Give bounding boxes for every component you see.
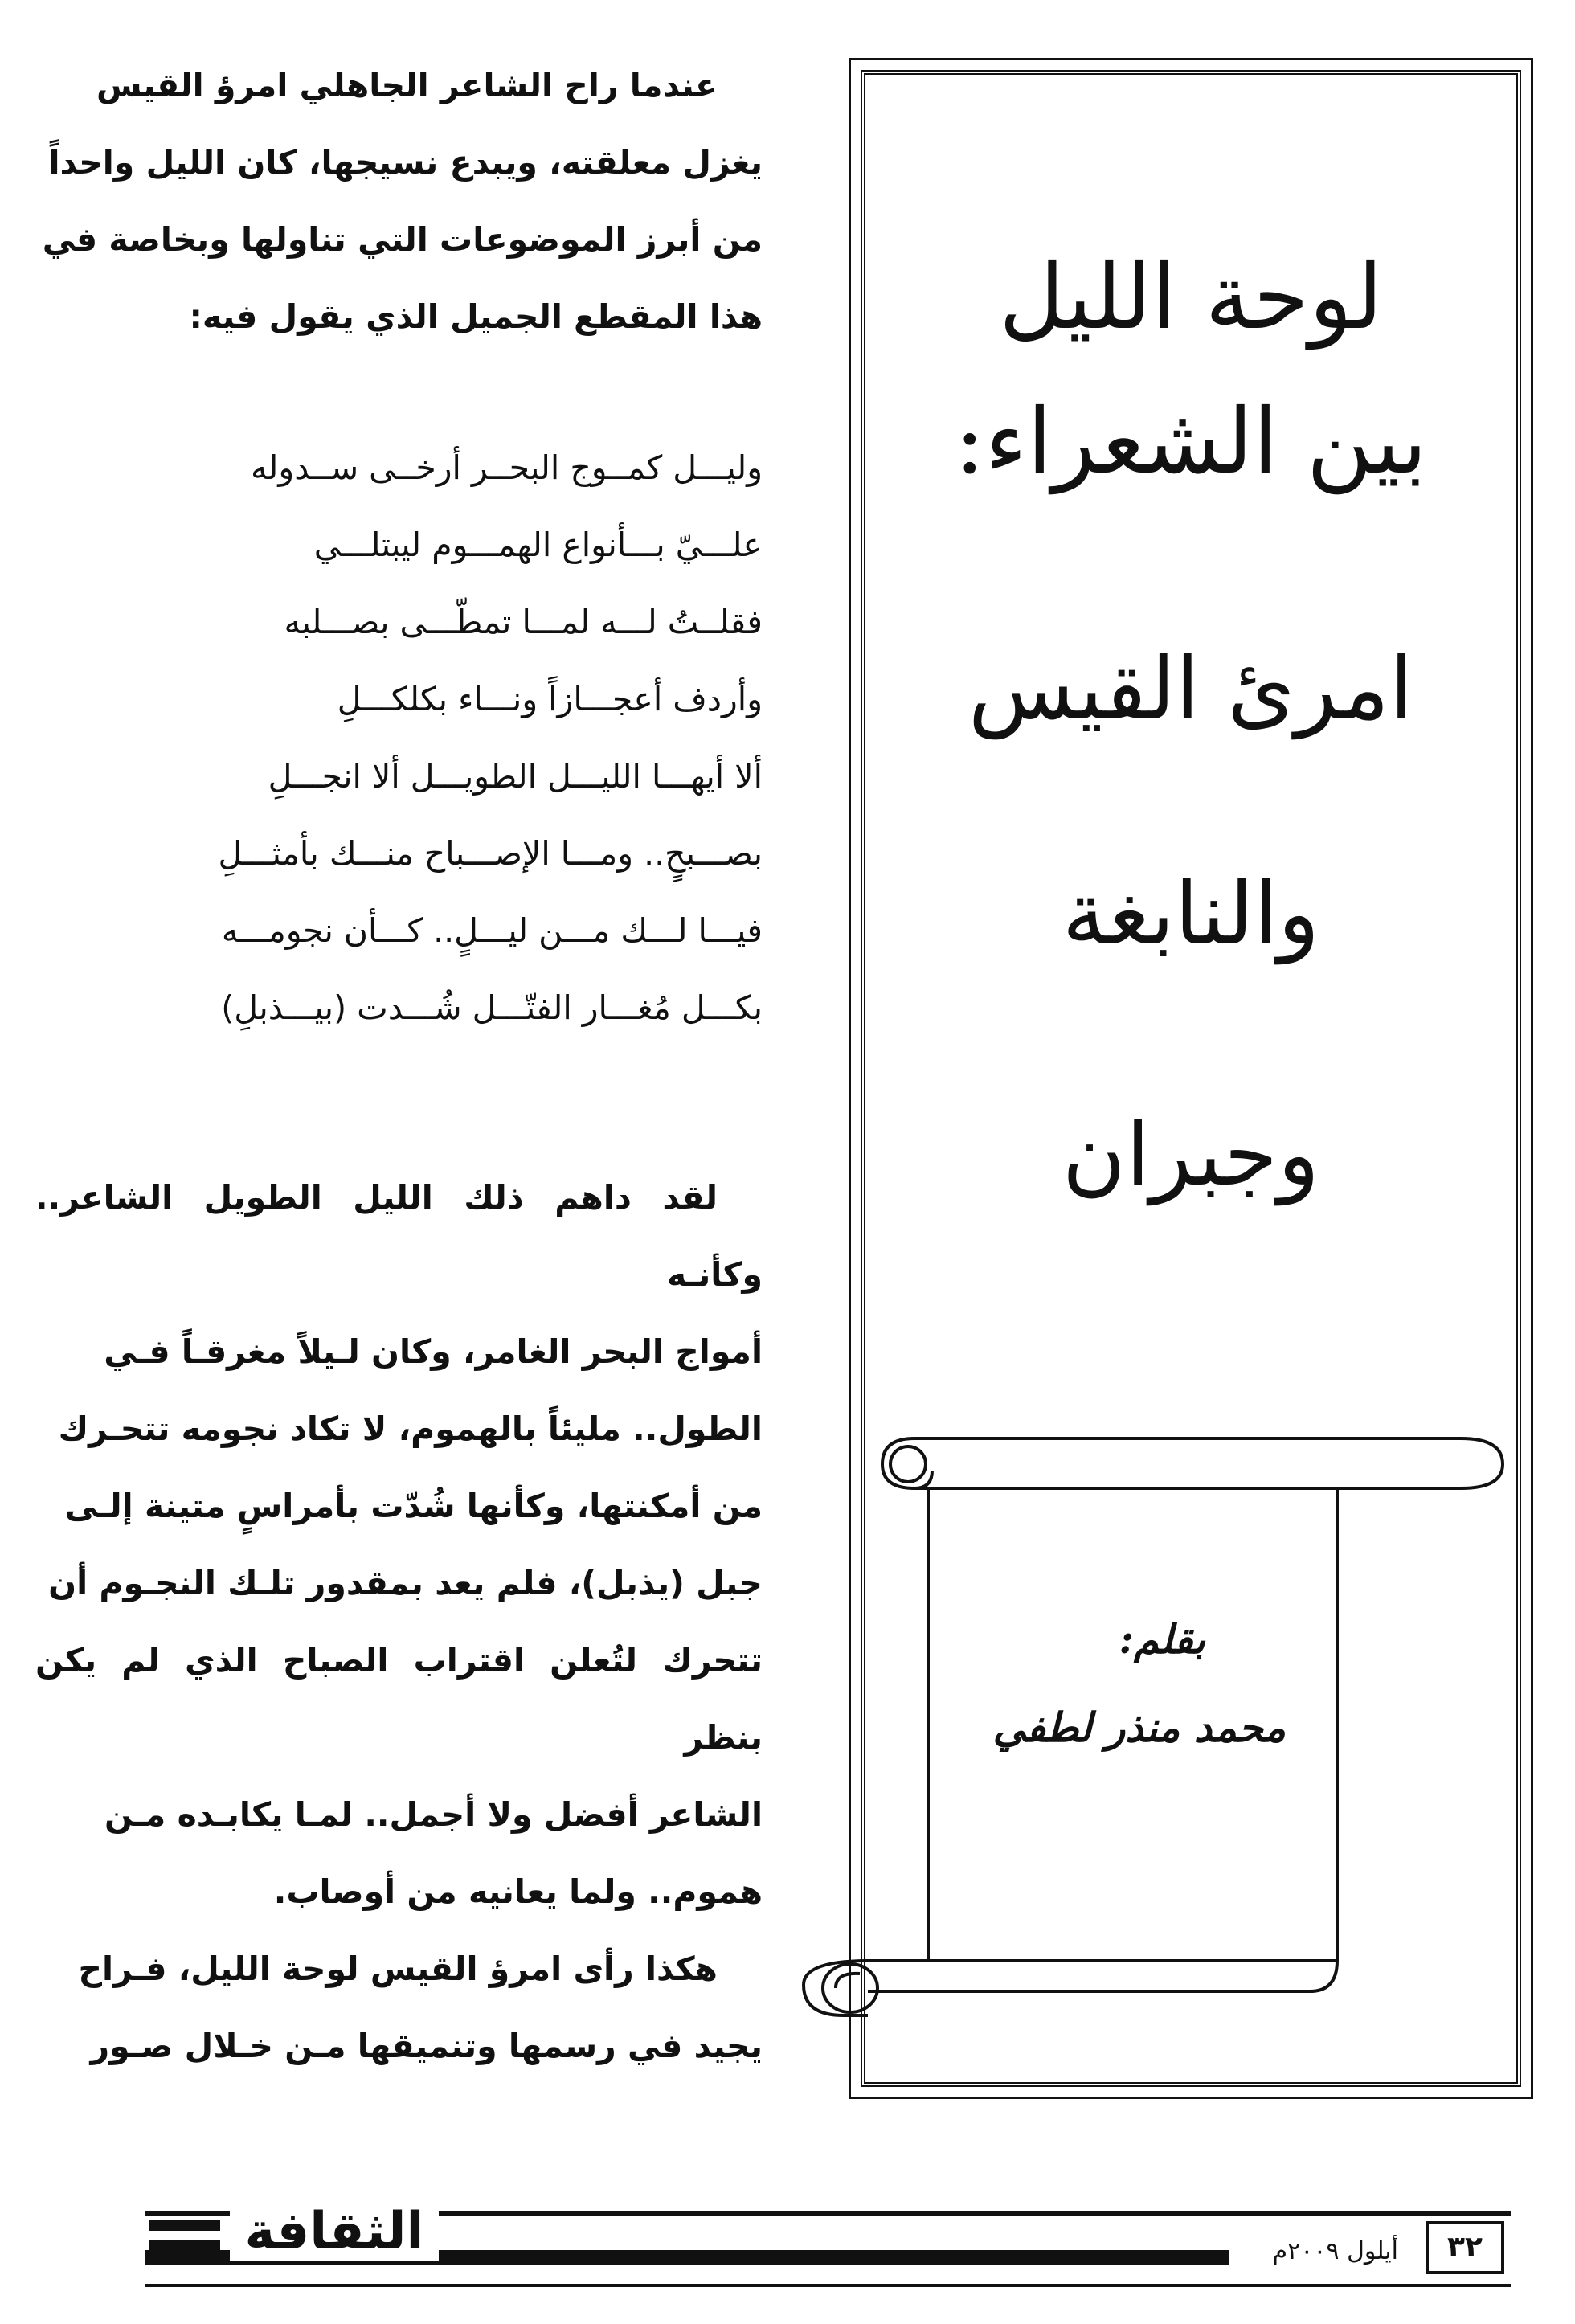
verse-line: بصـــبحٍ.. ومـــا الإصـــباح منـــك بأمثـــلِ xyxy=(218,834,763,873)
text-line: هذا المقطع الجميل الذي يقول فيه: xyxy=(189,297,763,336)
text-line: الطول.. مليئاً بالهموم، لا تكاد نجومه تتحـرك xyxy=(58,1410,763,1448)
article-title-line1: لوحة الليل xyxy=(999,245,1383,350)
issue-date: أيلول ٢٠٠٩م xyxy=(1238,2237,1398,2265)
text-line: الشاعر أفضل ولا أجمل.. لمـا يكابـده مـن xyxy=(104,1795,763,1834)
verse-line: فيـــا لـــك مـــن ليـــلٍ.. كـــأن نجومـــه xyxy=(221,911,763,950)
text-line: عندما راح الشاعر الجاهلي امرؤ القيس xyxy=(96,66,718,104)
verse-line: وليـــل كمــوج البحــر أرخــى ســدوله xyxy=(250,448,763,487)
magazine-logo: الثقافة xyxy=(230,2202,439,2261)
poet-name-2: والنابغة xyxy=(1062,864,1320,964)
text-line: هكذا رأى امرؤ القيس لوحة الليل، فـراح xyxy=(78,1950,718,1988)
text-line: من أمكنتها، وكأنها شُدّت بأمراسٍ متينة إلـى xyxy=(64,1487,763,1525)
text-line: أمواج البحر الغامر، وكان لـيلاً مغرقـاً فـي xyxy=(104,1332,763,1371)
verse-line: وأردف أعجـــازاً ونـــاء بكلكـــلِ xyxy=(337,680,763,718)
text-line: يغزل معلقته، ويبدع نسيجها، كان الليل واحداً xyxy=(48,143,763,182)
text-line: لقد داهم ذلك الليل الطويل الشاعر.. وكأنـه xyxy=(35,1178,763,1294)
article-title-line2: بين الشعراء: xyxy=(954,390,1428,494)
text-line: يجيد في رسمها وتنميقها مـن خـلال صـور xyxy=(90,2027,763,2065)
byline-label: بقلم: xyxy=(1119,1615,1205,1663)
verse-line: بكـــل مُغـــار الفتّـــل شُـــدت (بيـــذبلِ) xyxy=(221,988,763,1027)
poet-name-1: امرئ القيس xyxy=(968,639,1414,739)
verse-line: علـــيّ بـــأنواع الهمـــوم ليبتلـــي xyxy=(313,526,763,564)
verse-line: ألا أيهـــا الليـــل الطويـــل ألا انجـــلِ xyxy=(268,757,763,796)
page-number: ٣٢ xyxy=(1426,2221,1504,2274)
text-line: جبل (يذبل)، فلم يعد بمقدور تلـك النجـوم أن xyxy=(48,1564,763,1602)
poet-name-3: وجبران xyxy=(1062,1105,1320,1205)
byline-author: محمد منذر لطفي xyxy=(992,1704,1286,1751)
text-line: من أبرز الموضوعات التي تناولها وبخاصة في xyxy=(42,220,763,259)
text-line: تتحرك لتُعلن اقتراب الصباح الذي لم يكن بنظر xyxy=(35,1641,763,1757)
verse-line: فقلــتُ لـــه لمـــا تمطّـــى بصـــلبه xyxy=(284,603,763,641)
text-line: هموم.. ولما يعانيه من أوصاب. xyxy=(273,1872,763,1911)
